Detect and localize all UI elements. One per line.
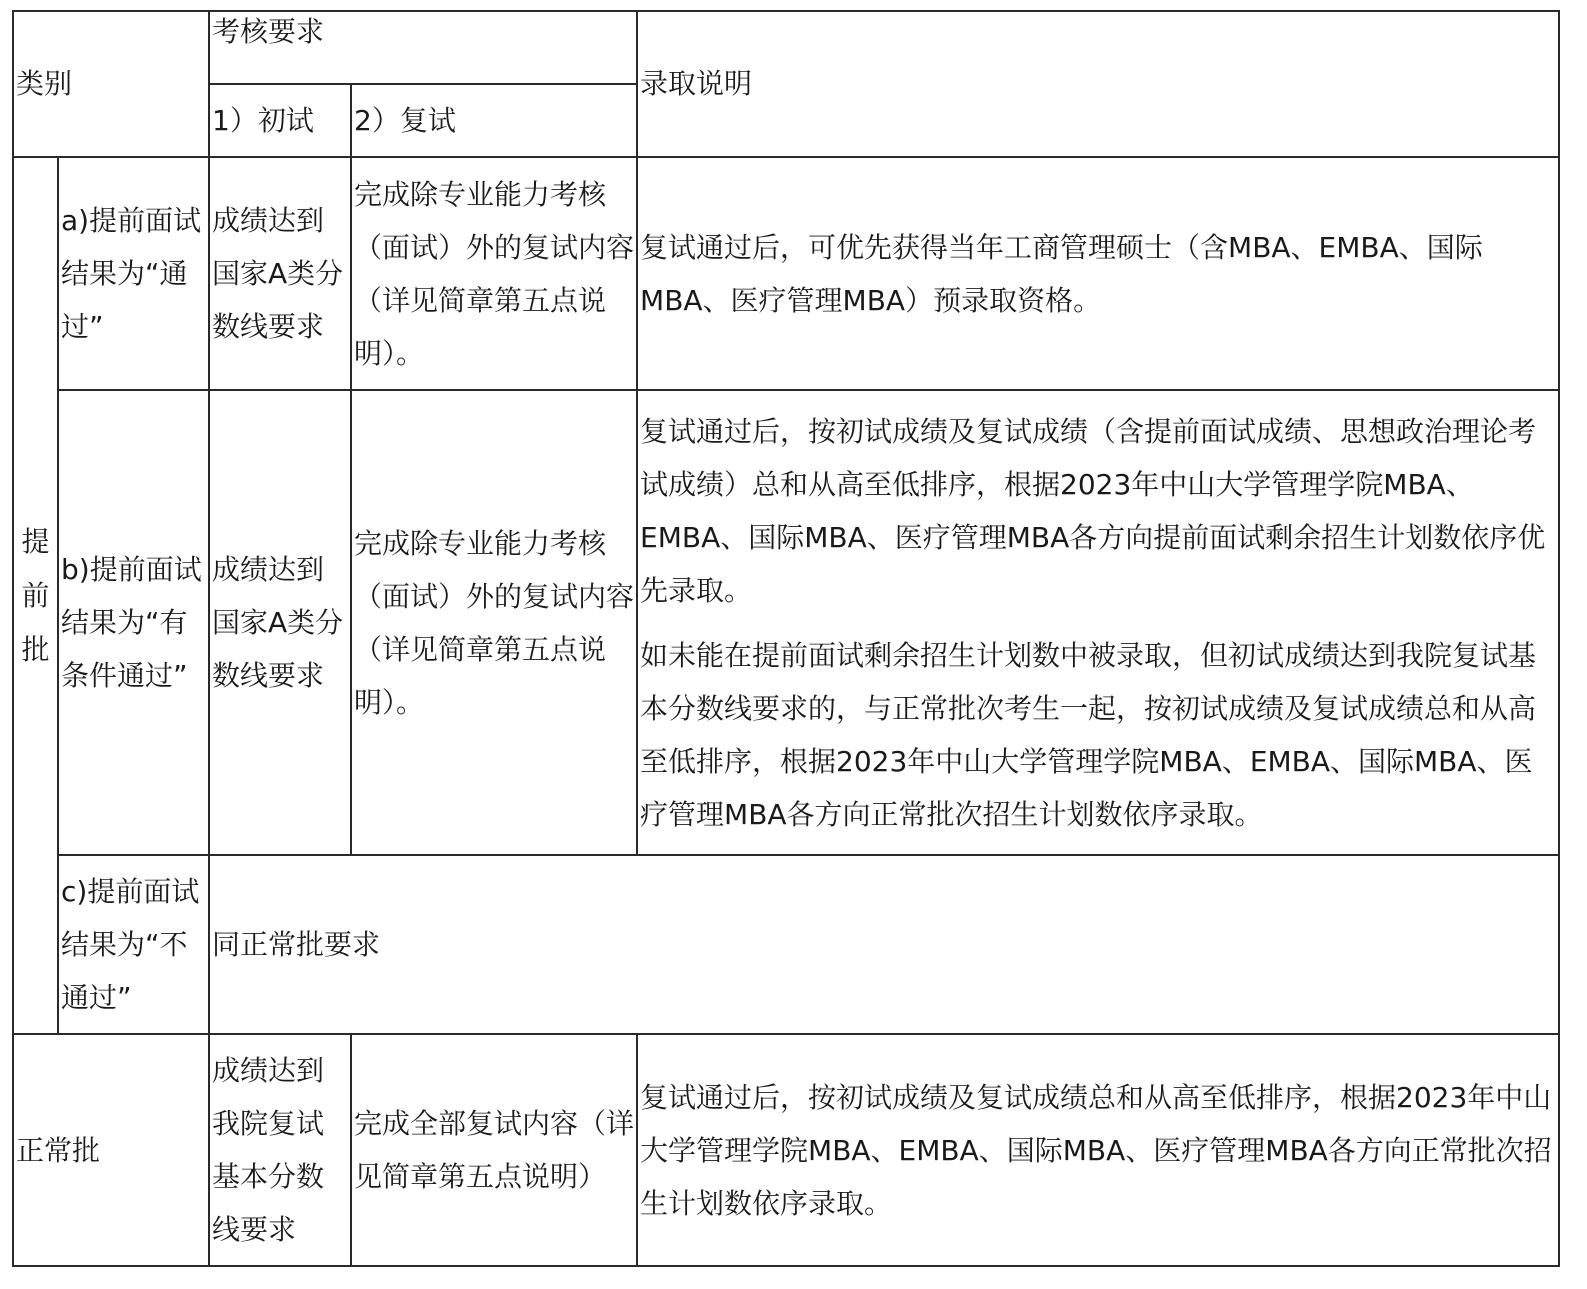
early-row-c bbox=[13, 855, 1559, 1034]
early-a-admission bbox=[637, 157, 1559, 390]
early-b-admission bbox=[637, 390, 1559, 855]
header-row-1 bbox=[13, 11, 1559, 84]
header-admission: 录取说明 bbox=[637, 11, 1559, 157]
header-category: 类别 bbox=[13, 11, 209, 157]
admission-requirements-table bbox=[12, 10, 1560, 1267]
early-batch-label: 提前批 bbox=[13, 157, 58, 1034]
normal-retest: 完成全部复试内容（详见简章第五点说明） bbox=[351, 1034, 637, 1266]
early-a-case: a)提前面试结果为“通过” bbox=[58, 157, 209, 390]
early-c-case: c)提前面试结果为“不通过” bbox=[58, 855, 209, 1034]
early-b-case: b)提前面试结果为“有条件通过” bbox=[58, 390, 209, 855]
header-preliminary: 1）初试 bbox=[209, 84, 351, 157]
early-a-retest: 完成除专业能力考核（面试）外的复试内容（详见简章第五点说明）。 bbox=[351, 157, 637, 390]
admission-table-container bbox=[12, 10, 1560, 1267]
early-c-merged: 同正常批要求 bbox=[209, 855, 1559, 1034]
header-requirements: 考核要求 bbox=[209, 11, 637, 84]
normal-row bbox=[13, 1034, 1559, 1266]
early-row-b bbox=[13, 390, 1559, 855]
header-retest: 2）复试 bbox=[351, 84, 637, 157]
normal-admission: 复试通过后，按初试成绩及复试成绩总和从高至低排序，根据2023年中山大学管理学院MBA、EMBA、国际MBA、医疗管理MBA各方向正常批次招生计划数依序录取。 bbox=[637, 1034, 1559, 1266]
normal-preliminary: 成绩达到我院复试基本分数线要求 bbox=[209, 1034, 351, 1266]
early-a-preliminary: 成绩达到国家A类分数线要求 bbox=[209, 157, 351, 390]
early-a-admission-para: 复试通过后，可优先获得当年工商管理硕士（含MBA、EMBA、国际MBA、医疗管理MBA）预录取资格。 bbox=[640, 230, 1483, 317]
normal-batch-label: 正常批 bbox=[13, 1034, 209, 1266]
early-b-retest: 完成除专业能力考核（面试）外的复试内容（详见简章第五点说明）。 bbox=[351, 390, 637, 855]
early-b-admission-para-2: 如未能在提前面试剩余招生计划数中被录取，但初试成绩达到我院复试基本分数线要求的，与正常批次考生一起，按初试成绩及复试成绩总和从高至低排序，根据2023年中山大学管理学院MBA、EMBA、国际MBA、医疗管理MBA各方向正常批次招生计划数依序录取。 bbox=[640, 638, 1537, 831]
early-b-admission-para-1: 复试通过后，按初试成绩及复试成绩（含提前面试成绩、思想政治理论考试成绩）总和从高至低排序，根据2023年中山大学管理学院MBA、EMBA、国际MBA、医疗管理MBA各方向提前面试剩余招生计划数依序优先录取。 bbox=[640, 414, 1546, 607]
early-b-preliminary: 成绩达到国家A类分数线要求 bbox=[209, 390, 351, 855]
early-row-a bbox=[13, 157, 1559, 390]
